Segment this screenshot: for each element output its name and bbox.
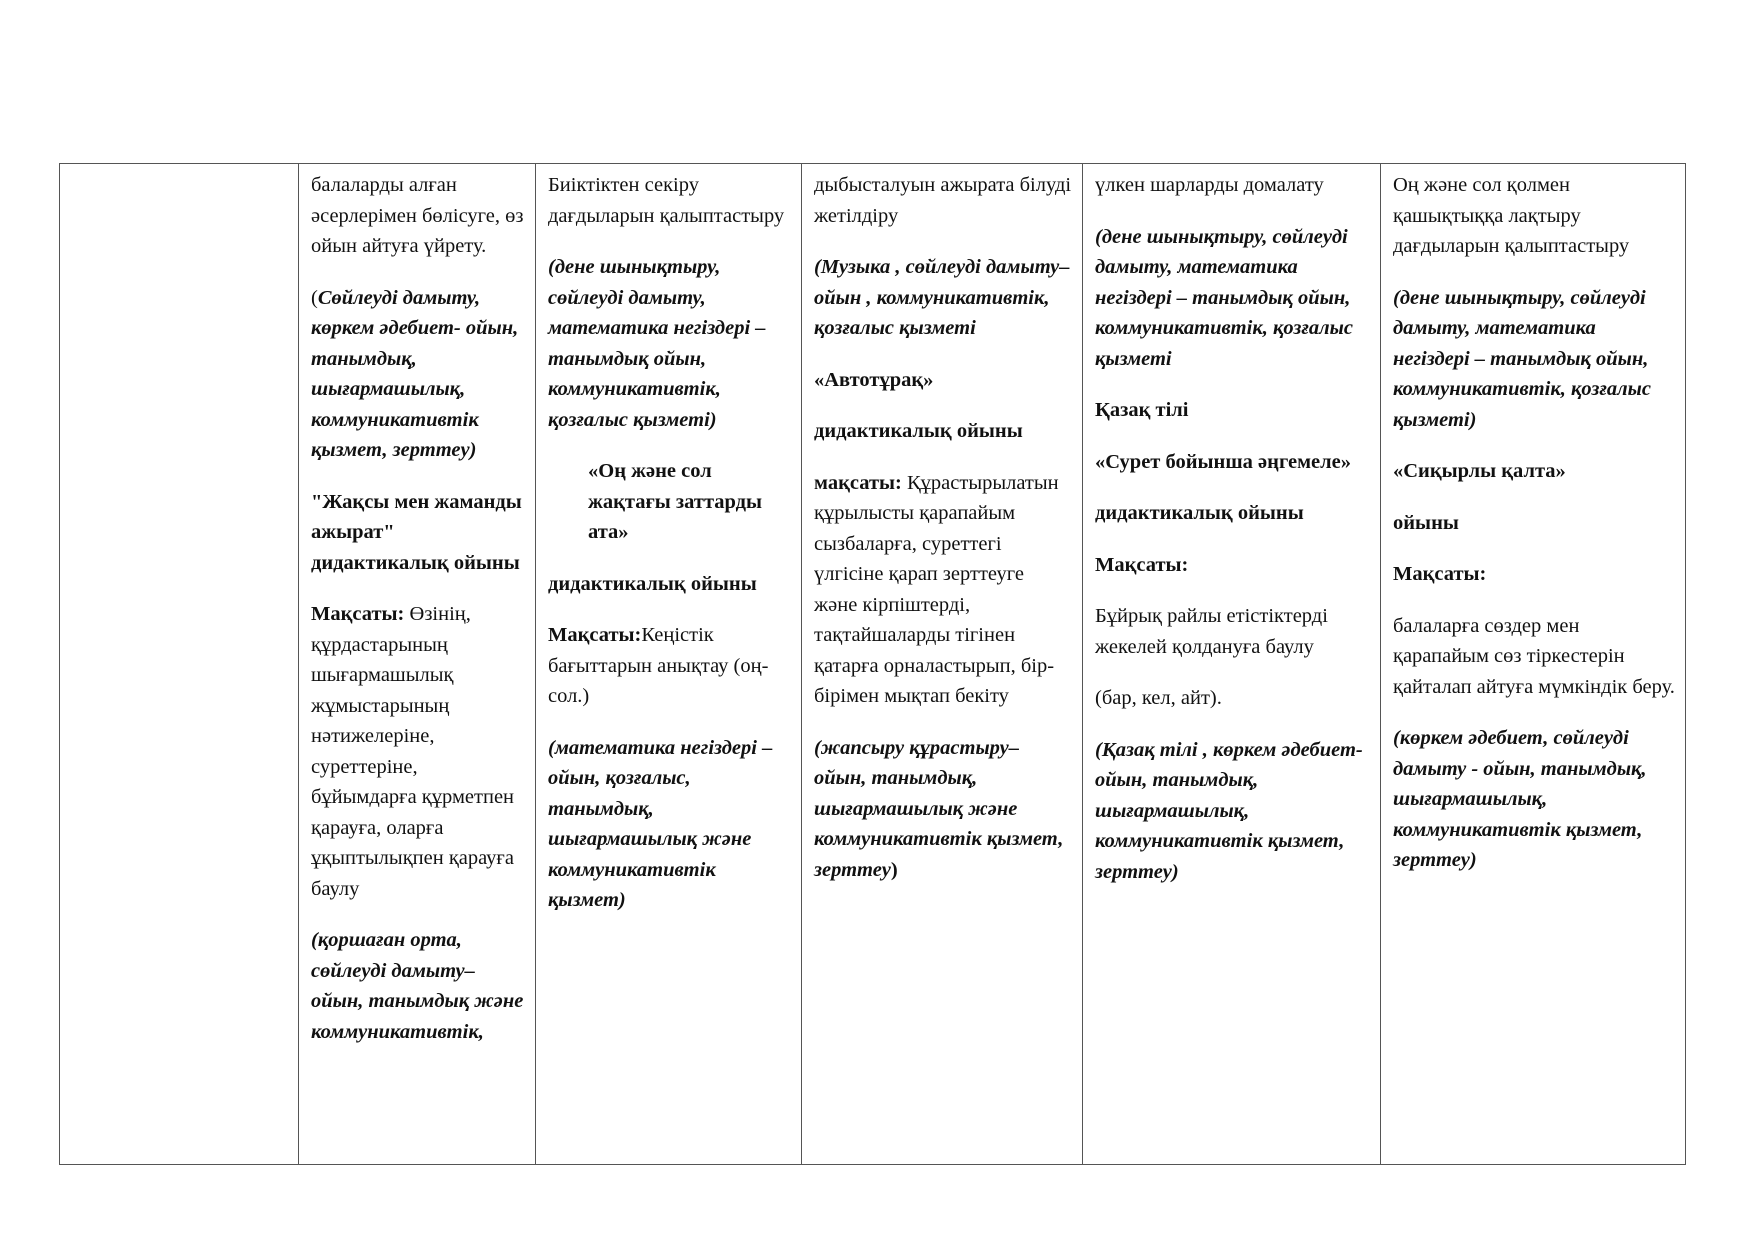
cell-col2: [536, 164, 802, 1165]
game-title: «Сиқырлы қалта»: [1393, 460, 1566, 482]
cell-col1: [299, 164, 536, 1165]
plan-table: [59, 163, 1686, 1165]
activity-areas: (Музыка , сөйлеуді дамыту– ойын , коммуникативтік, қозғалыс қызметі: [814, 256, 1070, 339]
goal-label: Мақсаты:: [1095, 553, 1189, 576]
game-type: дидактикалық ойыны: [1095, 502, 1304, 524]
game-title: «Оң және сол жақтағы заттарды ата»: [588, 460, 763, 543]
activity-areas: (дене шынықтыру, сөйлеуді дамыту, математика негіздері – танымдық ойын, коммуникативтік, қозғалыс қызметі): [548, 256, 766, 431]
subject-title: Қазақ тілі: [1095, 399, 1189, 421]
text-paragraph: Оң және сол қолмен қашықтыққа лақтыру дағдыларын қалыптастыру: [1393, 174, 1630, 257]
table-row: [60, 164, 1686, 1165]
cell-col5: [1381, 164, 1686, 1165]
text-paragraph: балаларды алған әсерлерімен бөлісуге, өз ойын айтуға үйрету.: [311, 174, 524, 257]
game-title: «Сурет бойынша әңгемеле»: [1095, 450, 1351, 473]
example-words: (бар, кел, айт).: [1095, 687, 1222, 709]
goal-paragraph: Мақсаты:Кеңістік бағыттарын анықтау (оң-сол.): [548, 624, 769, 707]
game-type: дидактикалық ойыны: [814, 420, 1023, 442]
game-title: "Жақсы мен жаманды ажырат" дидактикалық ойыны: [311, 490, 522, 574]
goal-paragraph: мақсаты: Құрастырылатын құрылысты қарапайым сызбаларға, суреттегі үлгісіне қарап зерттеуге және кірпіштерді, тақтайшаларды тігінен қатарға орналастырып, бір-бірімен мықтап бекіту: [814, 471, 1059, 707]
goal-text: Бұйрық райлы етістіктерді жекелей қолдануға баулу: [1095, 605, 1328, 658]
game-type: дидактикалық ойыны: [548, 572, 757, 595]
cell-col4: [1083, 164, 1381, 1165]
empty-first-cell: [60, 164, 299, 1165]
activity-areas: (дене шынықтыру, сөйлеуді дамыту, математика негіздері – танымдық ойын, коммуникативтік, қозғалыс қызметі: [1095, 225, 1353, 370]
goal-paragraph: Мақсаты: Өзінің, құрдастарының шығармашылық жұмыстарының нәтижелеріне, суреттеріне, бұйымдарға құрметпен қарауға, оларға ұқыптылықпен қарауға баулу: [311, 603, 515, 900]
activity-areas: (көркем әдебиет, сөйлеуді дамыту - ойын, танымдық, шығармашылық, коммуникативтік қызмет, зерттеу): [1393, 727, 1647, 871]
activity-areas: (математика негіздері – ойын, қозғалыс, танымдық, шығармашылық және коммуникативтік қызмет): [548, 736, 773, 911]
game-type: ойыны: [1393, 511, 1459, 534]
activity-areas: (Сөйлеуді дамыту, көркем әдебиет- ойын, танымдық, шығармашылық, коммуникативтік қызмет, зерттеу): [311, 286, 519, 461]
text-paragraph: үлкен шарларды домалату: [1095, 174, 1324, 196]
text-paragraph: дыбысталуын ажырата білуді жетілдіру: [814, 174, 1072, 227]
text-paragraph: Биіктіктен секіру дағдыларын қалыптастыру: [548, 174, 785, 227]
game-title: «Автотұрақ»: [814, 368, 934, 391]
activity-areas: (қоршаған орта, сөйлеуді дамыту– ойын, танымдық және коммуникативтік,: [311, 929, 524, 1043]
activity-areas: (жапсыру құрастыру– ойын, танымдық, шығармашылық және коммуникативтік қызмет, зерттеу): [814, 736, 1064, 881]
activity-areas: (Қазақ тілі , көркем әдебиет- ойын, танымдық, шығармашылық, коммуникативтік қызмет, зерттеу): [1095, 738, 1363, 883]
goal-text: балаларға сөздер мен қарапайым сөз тіркестерін қайталап айтуға мүмкіндік беру.: [1393, 614, 1675, 698]
goal-label: Мақсаты:: [1393, 563, 1487, 585]
cell-col3: [802, 164, 1083, 1165]
activity-areas: (дене шынықтыру, сөйлеуді дамыту, математика негіздері – танымдық ойын, коммуникативтік, қозғалыс қызметі): [1393, 286, 1651, 431]
